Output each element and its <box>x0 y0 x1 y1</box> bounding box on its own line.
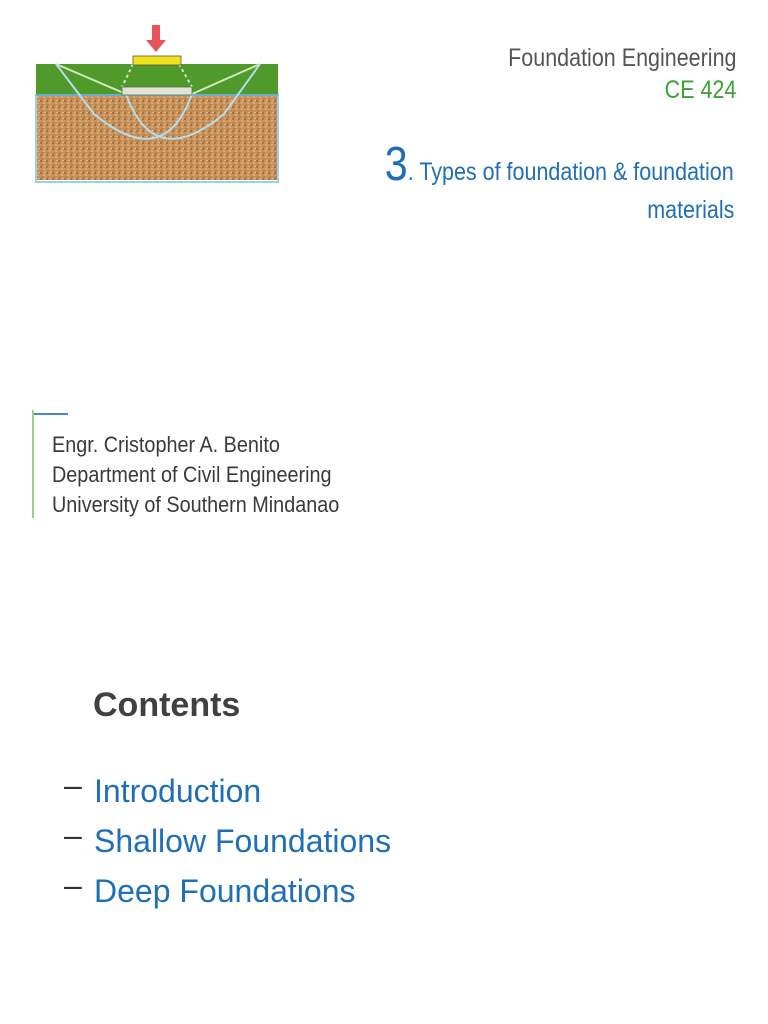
list-item <box>64 816 391 866</box>
course-header <box>471 42 736 106</box>
bullet-dash: – <box>64 817 82 853</box>
contents-list <box>64 766 391 916</box>
lecture-title <box>328 138 734 229</box>
contents-item-deep-foundations: Deep Foundations <box>94 873 356 909</box>
list-item <box>64 866 391 916</box>
contents-item-introduction: Introduction <box>94 773 262 809</box>
course-code: CE 424 <box>664 76 736 104</box>
lecture-title-line1: . Types of foundation & foundation <box>408 158 734 186</box>
bullet-dash: – <box>64 767 82 803</box>
load-arrow-icon <box>146 25 166 52</box>
author-name: Engr. Cristopher A. Benito <box>52 432 280 457</box>
lecture-number: 3 <box>385 138 409 191</box>
list-item <box>64 766 391 816</box>
course-name: Foundation Engineering <box>507 44 736 72</box>
load-plate <box>133 56 181 65</box>
contents-heading: Contents <box>93 686 241 724</box>
foundation-bearing-diagram <box>34 22 282 186</box>
author-university: University of Southern Mindanao <box>52 492 340 517</box>
accent-line <box>34 413 68 415</box>
author-department: Department of Civil Engineering <box>52 462 332 487</box>
author-block <box>32 410 340 518</box>
lecture-title-line2: materials <box>646 196 734 224</box>
contents-item-shallow-foundations: Shallow Foundations <box>94 823 392 859</box>
bullet-dash: – <box>64 867 82 903</box>
footing <box>122 87 192 95</box>
